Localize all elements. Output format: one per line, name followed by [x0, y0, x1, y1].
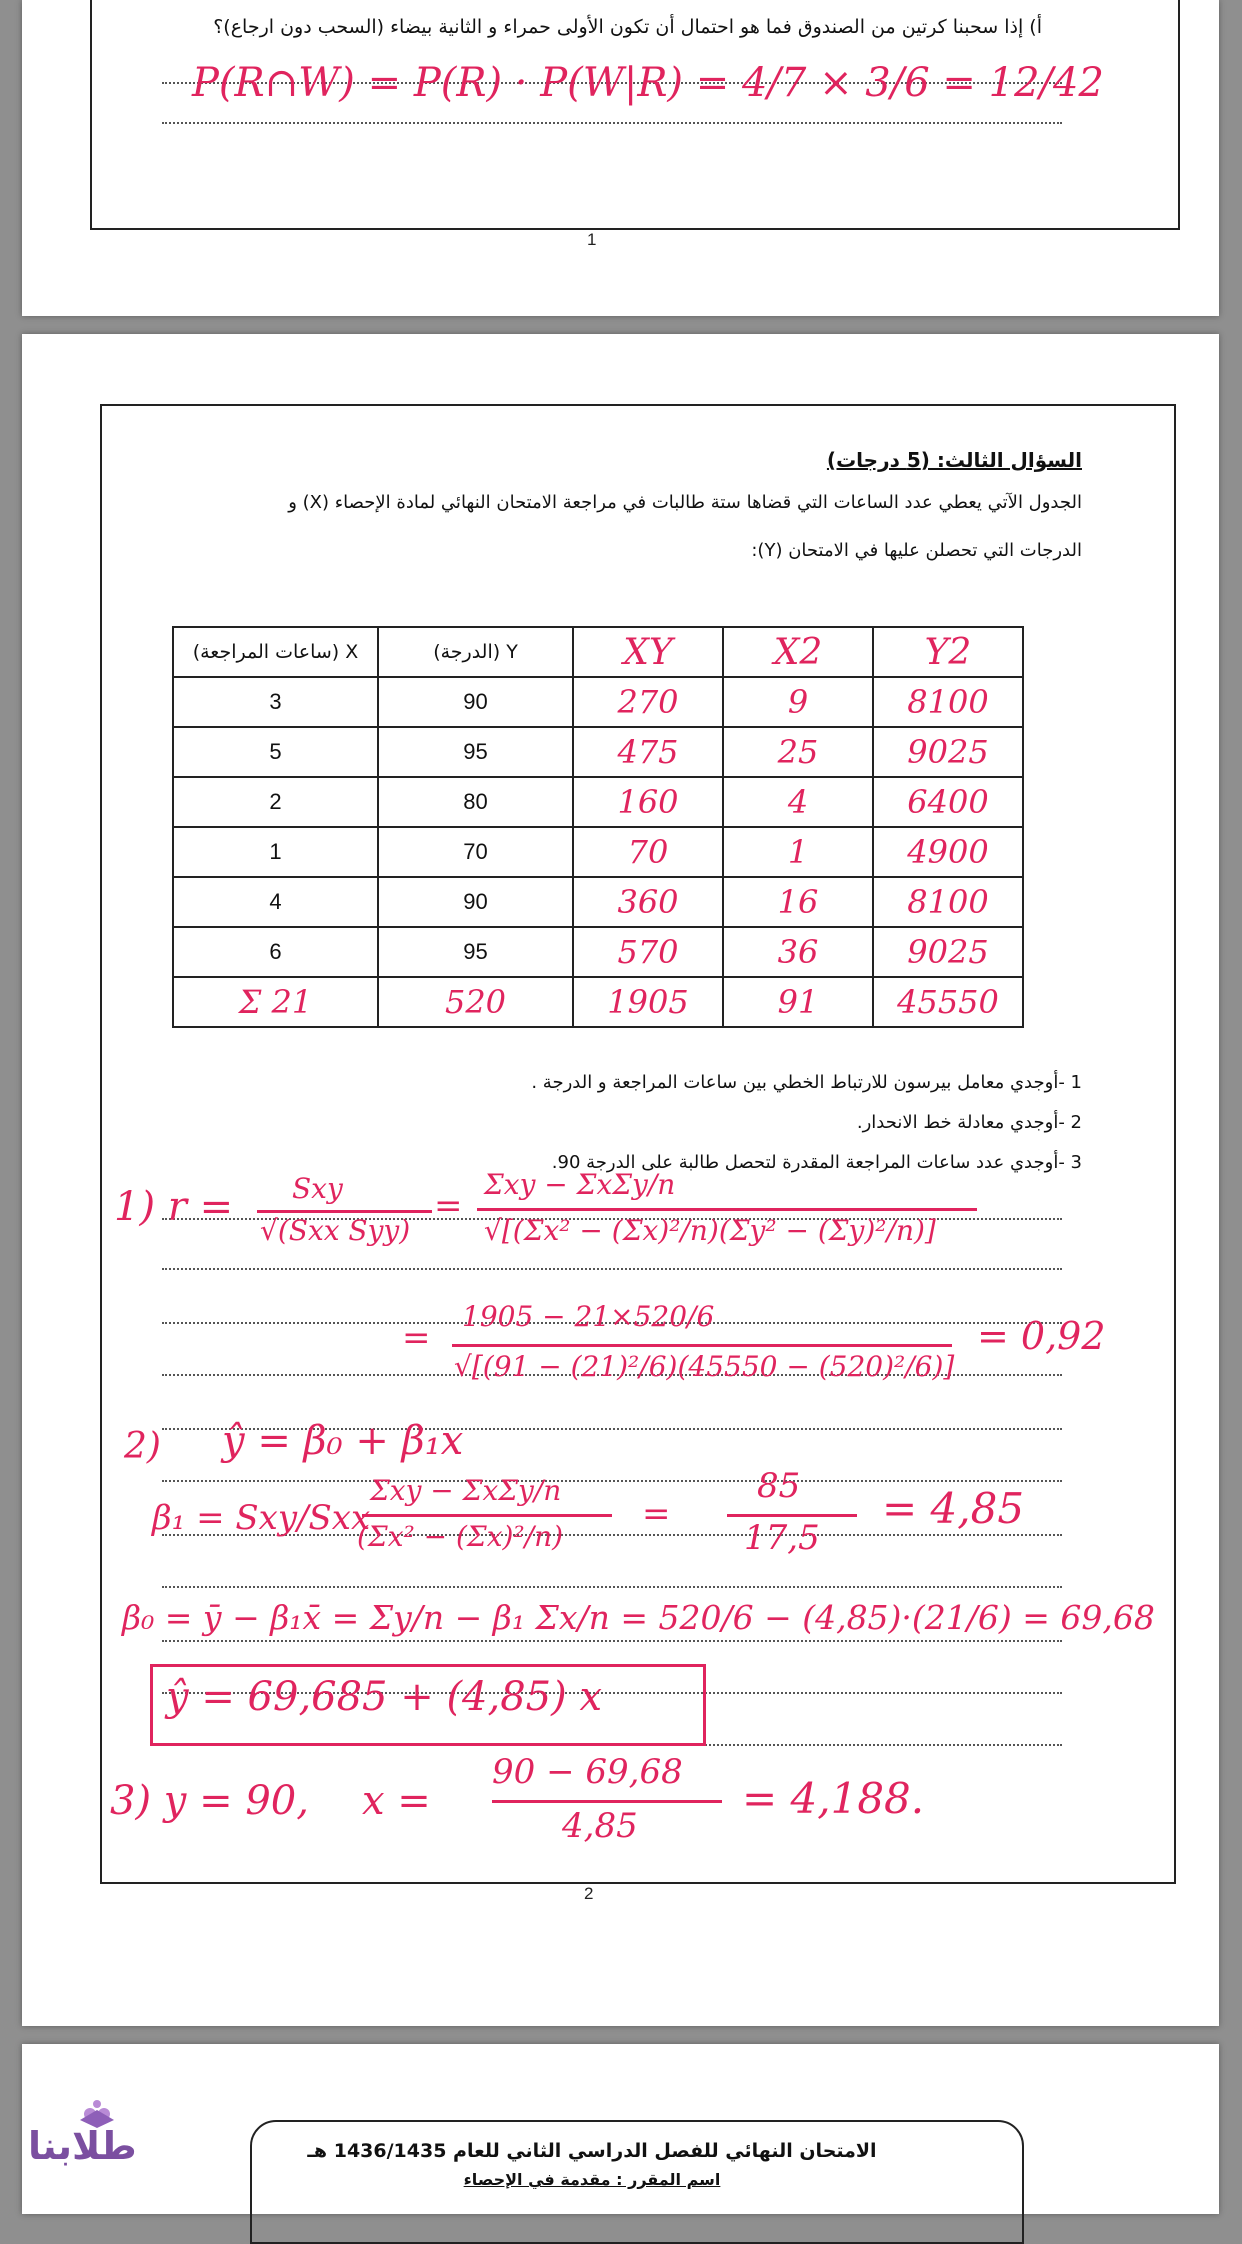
part-2-label: 2) — [124, 1426, 161, 1467]
r-def-denominator: √(Sxx Syy) — [260, 1214, 411, 1247]
sum-x: Σ 21 — [173, 977, 378, 1027]
answer-line — [162, 122, 1062, 124]
cell-x2: 25 — [723, 727, 873, 777]
cell-y: 90 — [378, 877, 573, 927]
beta0-calculation: β₀ = ȳ − β₁x̄ = Σy/n − β₁ Σx/n = 520/6 − (4,85)·(21/6) = 69,68 — [122, 1598, 1155, 1637]
cell-x2: 4 — [723, 777, 873, 827]
cell-y: 95 — [378, 727, 573, 777]
cell-x2: 9 — [723, 677, 873, 727]
cell-xy: 70 — [573, 827, 723, 877]
table-row — [173, 677, 1023, 727]
part-3-denominator: 4,85 — [562, 1806, 638, 1846]
cell-y2: 9025 — [873, 727, 1023, 777]
answer-line — [162, 1268, 1062, 1270]
page-1 — [22, 0, 1219, 316]
task-3: 3 -أوجدي عدد ساعات المراجعة المقدرة لتحصل طالبة على الدرجة 90. — [551, 1152, 1082, 1173]
beta1-formula-numerator: Σxy − ΣxΣy/n — [370, 1474, 562, 1507]
cell-x: 4 — [173, 877, 378, 927]
r-substituted-denominator: √[(91 − (21)²/6)(45550 − (520)²/6)] — [454, 1350, 955, 1383]
answer-line — [162, 1586, 1062, 1588]
table-header-row — [173, 627, 1023, 677]
watermark-logo — [20, 2100, 150, 2180]
cell-x: 5 — [173, 727, 378, 777]
beta1-fraction-denominator: 17,5 — [744, 1518, 820, 1558]
regression-model: ŷ = β₀ + β₁x — [222, 1418, 464, 1464]
r-def-numerator: Sxy — [292, 1172, 343, 1205]
page-number: 1 — [587, 230, 597, 249]
table-sum-row — [173, 977, 1023, 1027]
cell-y2: 8100 — [873, 677, 1023, 727]
cell-xy: 570 — [573, 927, 723, 977]
sum-xy: 1905 — [573, 977, 723, 1027]
fraction-bar — [477, 1208, 977, 1211]
fraction-bar — [452, 1344, 952, 1347]
fraction-bar — [492, 1800, 722, 1803]
sum-y2: 45550 — [873, 977, 1023, 1027]
cell-y2: 4900 — [873, 827, 1023, 877]
question-heading: السؤال الثالث: (5 درجات) — [826, 448, 1082, 472]
cell-x: 2 — [173, 777, 378, 827]
cell-x2: 16 — [723, 877, 873, 927]
part-3-x-label: x = — [362, 1778, 431, 1824]
table-row — [173, 827, 1023, 877]
page-number: 2 — [584, 1884, 594, 1903]
equals-sign: = — [642, 1494, 671, 1534]
part-3-given: 3) y = 90, — [110, 1778, 309, 1824]
data-table — [172, 626, 1024, 1028]
table-row — [173, 927, 1023, 977]
task-1: 1 -أوجدي معامل بيرسون للارتباط الخطي بين ساعات المراجعة و الدرجة . — [531, 1072, 1082, 1093]
question-text: أ) إذا سحبنا كرتين من الصندوق فما هو احتمال أن تكون الأولى حمراء و الثانية بيضاء (السحب دون ارجاع)؟ — [213, 16, 1042, 38]
cell-xy: 360 — [573, 877, 723, 927]
cell-y: 95 — [378, 927, 573, 977]
cell-y2: 8100 — [873, 877, 1023, 927]
table-row — [173, 777, 1023, 827]
cell-x2: 1 — [723, 827, 873, 877]
cell-y: 90 — [378, 677, 573, 727]
logo-text: طلابنا — [28, 2124, 137, 2168]
r-substituted-numerator: 1905 − 21×520/6 — [462, 1300, 715, 1333]
answer-line — [162, 1640, 1062, 1642]
cell-y2: 6400 — [873, 777, 1023, 827]
cell-y: 80 — [378, 777, 573, 827]
cell-x: 6 — [173, 927, 378, 977]
r-label: 1) r = — [114, 1184, 234, 1230]
r-formula-numerator: Σxy − ΣxΣy/n — [484, 1168, 676, 1201]
header-x2: X2 — [723, 627, 873, 677]
equals-sign: = — [402, 1318, 431, 1358]
beta1-fraction-numerator: 85 — [757, 1466, 801, 1506]
sum-y: 520 — [378, 977, 573, 1027]
beta1-formula-denominator: (Σx² − (Σx)²/n) — [357, 1520, 564, 1553]
beta1-definition: β₁ = Sxy/Sxx — [152, 1498, 371, 1538]
cell-x: 1 — [173, 827, 378, 877]
intro-line-1: الجدول الآتي يعطي عدد الساعات التي قضاها ستة طالبات في مراجعة الامتحان النهائي لمادة الإحصاء (X) و — [288, 492, 1082, 513]
fraction-bar — [727, 1514, 857, 1517]
header-y: Y (الدرجة) — [378, 627, 573, 677]
cell-xy: 475 — [573, 727, 723, 777]
cell-xy: 270 — [573, 677, 723, 727]
part-3-result: = 4,188. — [742, 1774, 925, 1823]
equals-sign: = — [434, 1186, 463, 1226]
header-xy: XY — [573, 627, 723, 677]
header-y2: Y2 — [873, 627, 1023, 677]
regression-equation: ŷ = 69,685 + (4,85) x — [166, 1674, 602, 1720]
handwritten-probability-answer: P(R∩W) = P(R) · P(W|R) = 4/7 × 3/6 = 12/42 — [192, 60, 1104, 106]
page-2 — [22, 334, 1219, 2026]
beta1-result: = 4,85 — [882, 1484, 1025, 1533]
intro-line-2: الدرجات التي تحصلن عليها في الامتحان (Y): — [751, 540, 1082, 561]
page-3 — [22, 2044, 1219, 2214]
task-2: 2 -أوجدي معادلة خط الانحدار. — [856, 1112, 1082, 1133]
fraction-bar — [257, 1210, 432, 1213]
table-row — [173, 727, 1023, 777]
cell-y2: 9025 — [873, 927, 1023, 977]
part-3-numerator: 90 − 69,68 — [492, 1752, 683, 1792]
cell-x2: 36 — [723, 927, 873, 977]
cell-x: 3 — [173, 677, 378, 727]
r-result: = 0,92 — [977, 1314, 1106, 1358]
r-formula-denominator: √[(Σx² − (Σx)²/n)(Σy² − (Σy)²/n)] — [484, 1214, 936, 1247]
answer-line — [162, 1480, 1062, 1482]
exam-title: الامتحان النهائي للفصل الدراسي الثاني للعام 1436/1435 هـ — [307, 2140, 877, 2162]
cell-xy: 160 — [573, 777, 723, 827]
header-x: X (ساعات المراجعة) — [173, 627, 378, 677]
fraction-bar — [362, 1514, 612, 1517]
sum-x2: 91 — [723, 977, 873, 1027]
cell-y: 70 — [378, 827, 573, 877]
table-row — [173, 877, 1023, 927]
course-name: اسم المقرر : مقدمة في الإحصاء — [463, 2170, 721, 2189]
